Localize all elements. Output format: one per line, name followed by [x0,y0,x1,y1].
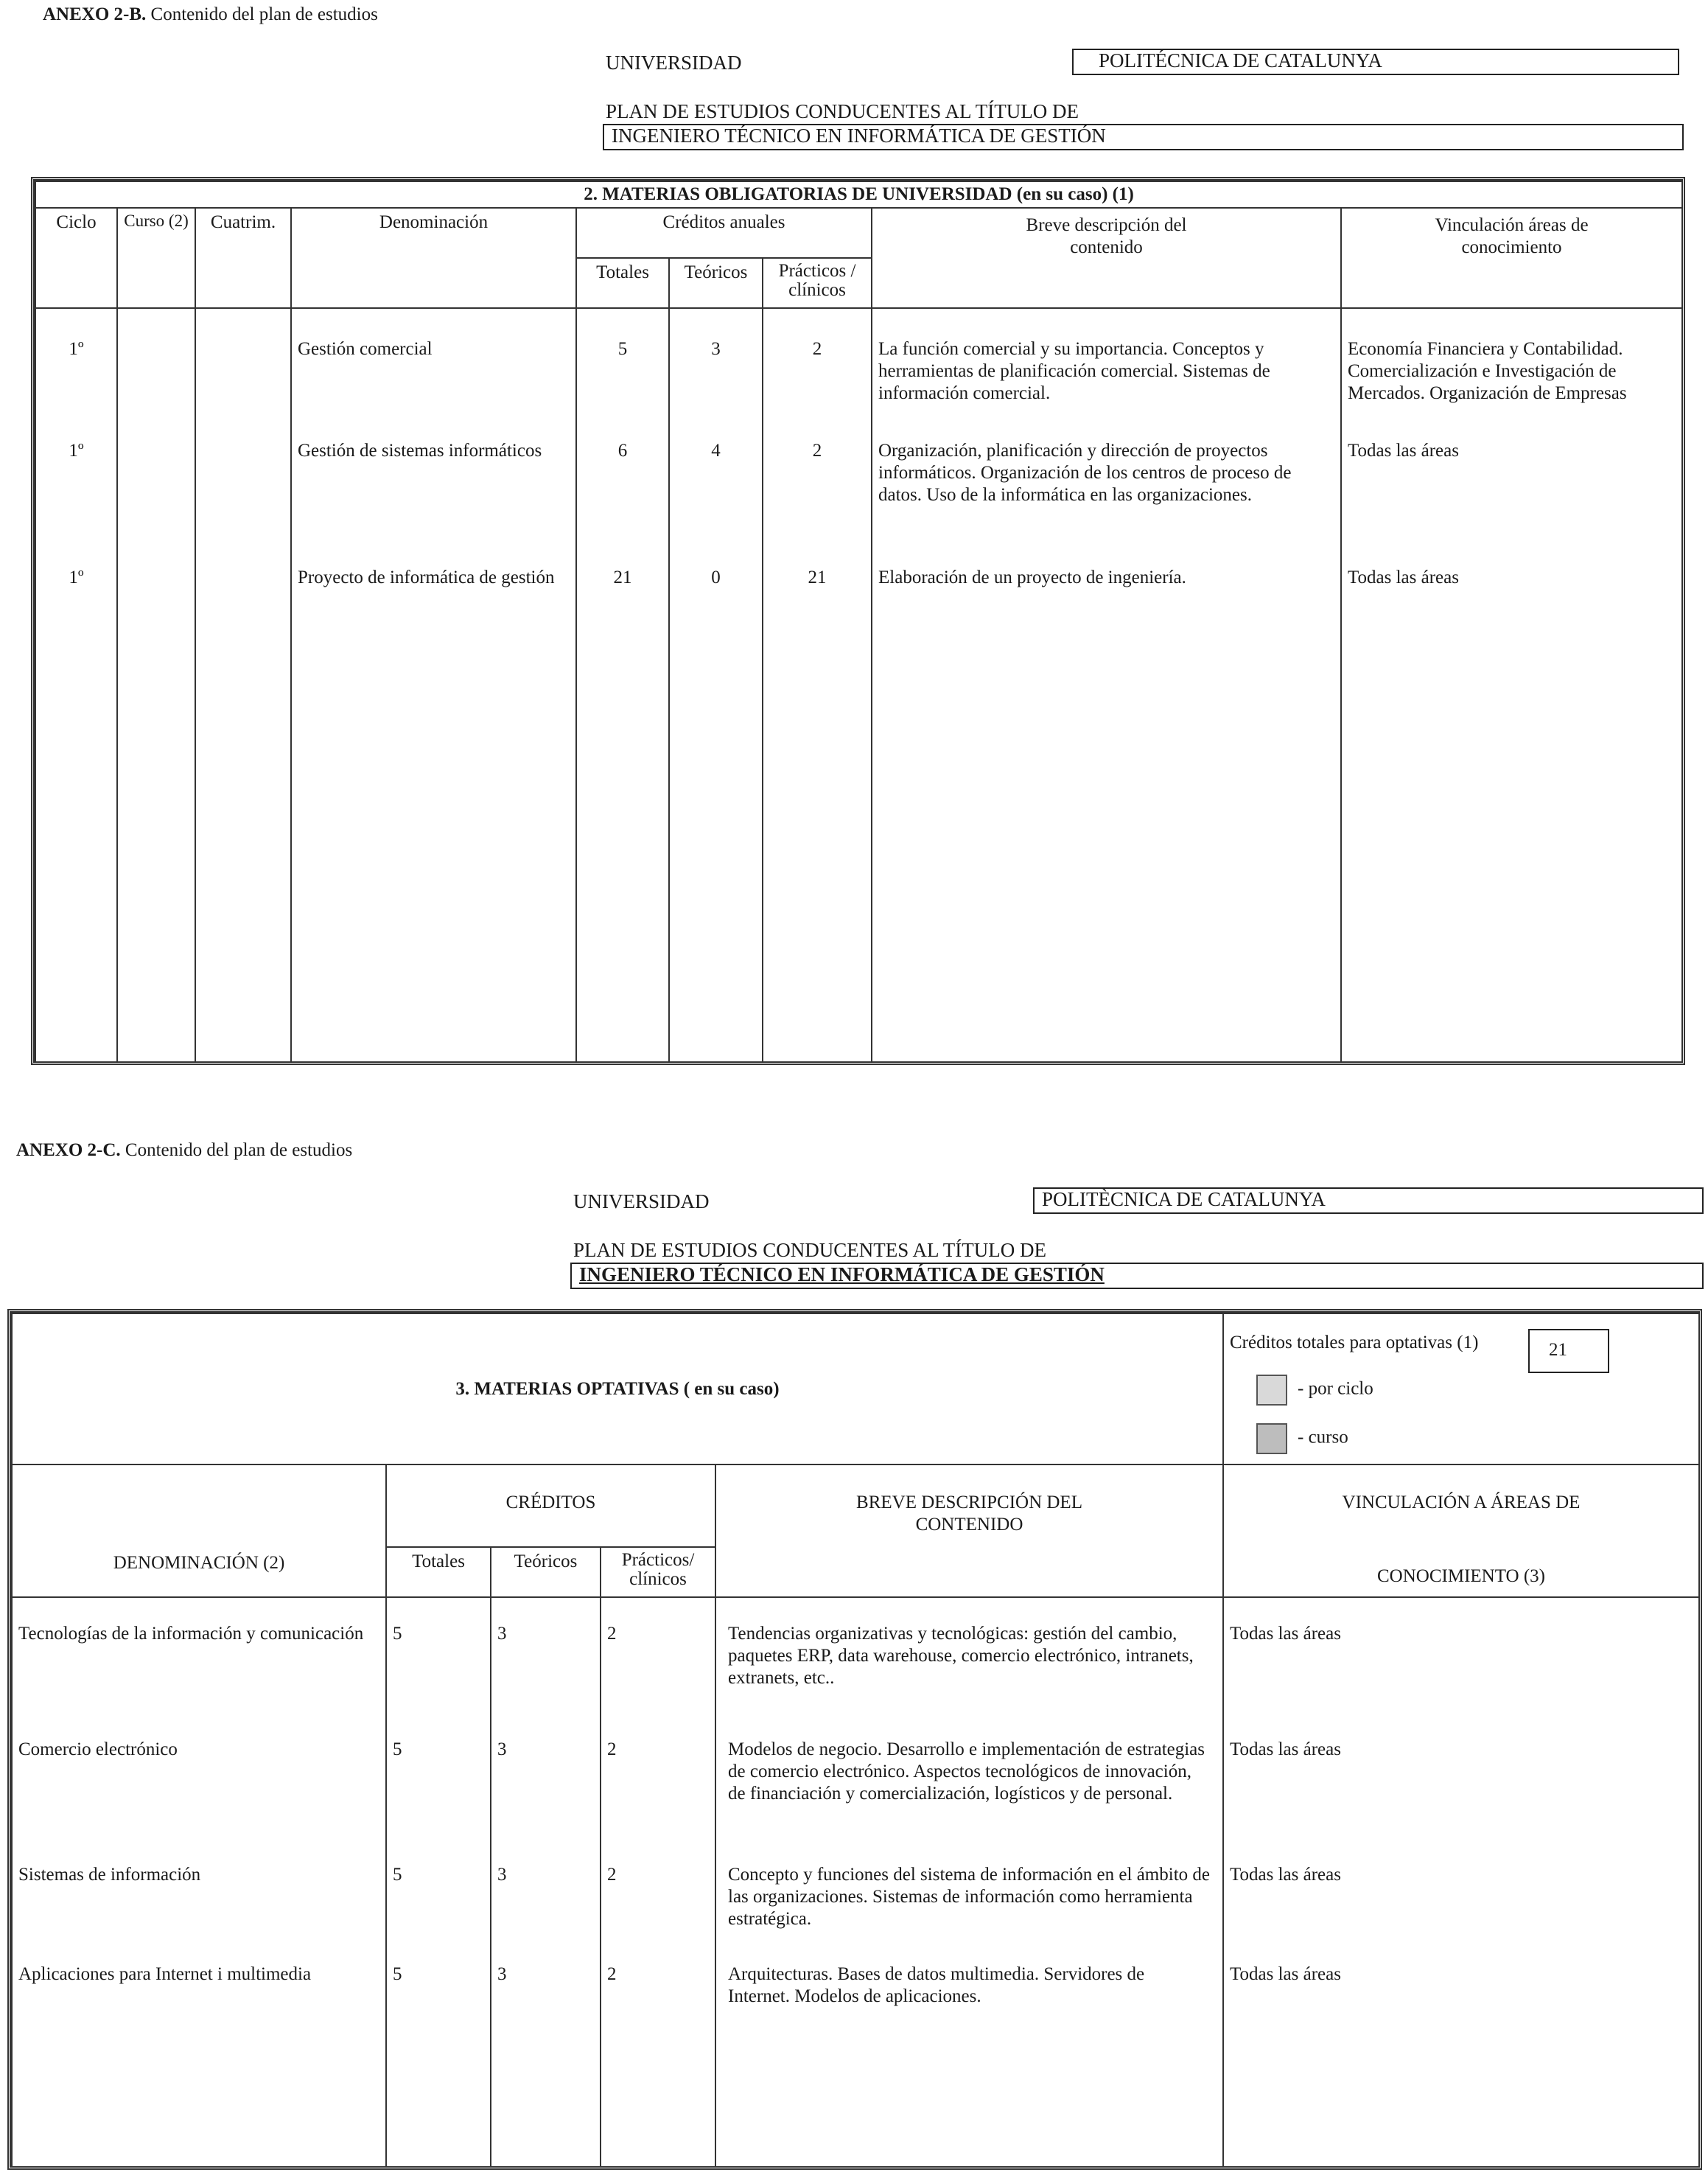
cell-vinculacion: Todas las áreas [1341,564,1682,1061]
creditos-totales-panel [1223,1313,1699,1464]
cell-vinculacion: Todas las áreas [1223,1597,1699,1736]
col-teoricos: Teóricos [491,1547,601,1597]
titulo-field: INGENIERO TÉCNICO EN INFORMÁTICA DE GESTIÓN [570,1263,1704,1289]
cell-teoricos: 3 [491,1736,601,1861]
cell-totales: 5 [386,1736,491,1861]
col-denominacion: Denominación [291,208,576,308]
anexo-c-table [11,1313,1700,2166]
cell-totales: 21 [576,564,669,1061]
cell-curso [117,564,195,1061]
col-practicos: Prácticos / clínicos [763,258,872,308]
anexo-c-table-title: 3. MATERIAS OPTATIVAS ( en su caso) [12,1313,1223,1464]
cell-ciclo: 1º [35,308,117,437]
table-row [12,1861,1699,1961]
cell-vinculacion: Todas las áreas [1341,437,1682,564]
cell-denominacion: Comercio electrónico [12,1736,386,1861]
col-practicos: Prácticos/ clínicos [601,1547,715,1597]
universidad-field: POLITÈCNICA DE CATALUNYA [1033,1187,1704,1214]
col-denominacion: DENOMINACIÓN (2) [12,1464,386,1597]
anexo-b-label: ANEXO 2-B. [43,4,147,24]
cell-denominacion: Gestión comercial [291,308,576,437]
cell-totales: 5 [386,1597,491,1736]
col-totales: Totales [386,1547,491,1597]
anexo-b-heading [43,4,378,25]
anexo-c-heading [16,1140,352,1161]
table-row [35,437,1682,564]
universidad-label: UNIVERSIDAD [606,52,742,74]
cell-vinculacion: Todas las áreas [1223,1961,1699,2166]
plan-label: PLAN DE ESTUDIOS CONDUCENTES AL TÍTULO DE [573,1239,1046,1261]
col-descripcion: Breve descripción del contenido [872,208,1341,308]
col-descripcion: BREVE DESCRIPCIÓN DEL CONTENIDO [715,1464,1223,1597]
col-conocimiento-label: CONOCIMIENTO (3) [1377,1566,1545,1586]
anexo-b-subtitle: Contenido del plan de estudios [146,4,378,24]
col-curso: Curso (2) [117,208,195,308]
cell-totales: 5 [386,1861,491,1961]
universidad-label: UNIVERSIDAD [573,1190,710,1212]
cell-totales: 6 [576,437,669,564]
table-row [12,1736,1699,1861]
table-row [12,1961,1699,2166]
anexo-b-table [35,181,1683,1061]
cell-teoricos: 3 [669,308,763,437]
cell-vinculacion: Todas las áreas [1223,1861,1699,1961]
swatch-icon [1256,1375,1287,1406]
cell-teoricos: 3 [491,1597,601,1736]
cell-teoricos: 4 [669,437,763,564]
col-vinculacion-label: VINCULACIÓN A ÁREAS DE [1342,1493,1581,1512]
table-row [12,1597,1699,1736]
cell-practicos: 2 [763,437,872,564]
cell-practicos: 2 [601,1961,715,2166]
cell-curso [117,308,195,437]
table-row [35,308,1682,437]
plan-label: PLAN DE ESTUDIOS CONDUCENTES AL TÍTULO DE [606,100,1079,122]
cell-practicos: 2 [763,308,872,437]
creditos-totales-value: 21 [1528,1329,1609,1373]
cell-totales: 5 [386,1961,491,2166]
cell-teoricos: 0 [669,564,763,1061]
anexo-b-table-title: 2. MATERIAS OBLIGATORIAS DE UNIVERSIDAD (en su caso) (1) [35,181,1682,208]
cell-cuatrim [195,437,291,564]
legend-por-ciclo [1230,1375,1693,1406]
cell-practicos: 21 [763,564,872,1061]
col-totales: Totales [576,258,669,308]
cell-practicos: 2 [601,1597,715,1736]
cell-descripcion: Elaboración de un proyecto de ingeniería. [872,564,1341,1061]
cell-descripcion: Organización, planificación y dirección de proyectos informáticos. Organización de los centros de proceso de datos. Uso de la informática en las organizaciones. [872,437,1341,564]
anexo-c-table-frame [7,1309,1702,2170]
cell-practicos: 2 [601,1736,715,1861]
cell-curso [117,437,195,564]
cell-denominacion: Sistemas de información [12,1861,386,1961]
cell-descripcion: Concepto y funciones del sistema de información en el ámbito de las organizaciones. Sistemas de información como herramienta estratégica. [715,1861,1223,1961]
col-ciclo: Ciclo [35,208,117,308]
anexo-b-table-frame [31,177,1685,1065]
cell-ciclo: 1º [35,564,117,1061]
cell-cuatrim [195,564,291,1061]
cell-practicos: 2 [601,1861,715,1961]
col-cuatrim: Cuatrim. [195,208,291,308]
cell-denominacion: Aplicaciones para Internet i multimedia [12,1961,386,2166]
col-vinculacion: Vinculación áreas de conocimiento [1341,208,1682,308]
table-row [35,564,1682,1061]
col-teoricos: Teóricos [669,258,763,308]
cell-descripcion: Tendencias organizativas y tecnológicas: gestión del cambio, paquetes ERP, data warehouse, comercio electrónico, intranets, extranets, etc.. [715,1597,1223,1736]
legend-curso-label: - curso [1298,1427,1348,1448]
cell-denominacion: Proyecto de informática de gestión [291,564,576,1061]
anexo-c-subtitle: Contenido del plan de estudios [120,1140,353,1160]
cell-descripcion: Modelos de negocio. Desarrollo e implementación de estrategias de comercio electrónico. Aspectos tecnológicos de innovación, de financiación y comercialización, logísticos y de personal. [715,1736,1223,1861]
cell-teoricos: 3 [491,1861,601,1961]
anexo-c-label: ANEXO 2-C. [16,1140,121,1160]
cell-vinculacion: Todas las áreas [1223,1736,1699,1861]
creditos-totales-label: Créditos totales para optativas (1) [1230,1333,1479,1352]
swatch-icon [1256,1423,1287,1454]
universidad-field: POLITÉCNICA DE CATALUNYA [1072,49,1679,75]
legend-curso [1230,1423,1693,1454]
cell-totales: 5 [576,308,669,437]
cell-teoricos: 3 [491,1961,601,2166]
titulo-field: INGENIERO TÉCNICO EN INFORMÁTICA DE GESTIÓN [603,124,1684,150]
cell-ciclo: 1º [35,437,117,564]
cell-descripcion: La función comercial y su importancia. Conceptos y herramientas de planificación comercial. Sistemas de información comercial. [872,308,1341,437]
col-creditos-anuales: Créditos anuales [576,208,872,258]
legend-por-ciclo-label: - por ciclo [1298,1378,1373,1399]
col-creditos: CRÉDITOS [386,1464,715,1547]
cell-denominacion: Gestión de sistemas informáticos [291,437,576,564]
cell-vinculacion: Economía Financiera y Contabilidad. Comercialización e Investigación de Mercados. Organización de Empresas [1341,308,1682,437]
cell-cuatrim [195,308,291,437]
cell-descripcion: Arquitecturas. Bases de datos multimedia. Servidores de Internet. Modelos de aplicaciones. [715,1961,1223,2166]
cell-denominacion: Tecnologías de la información y comunicación [12,1597,386,1736]
col-vinculacion [1223,1464,1699,1597]
